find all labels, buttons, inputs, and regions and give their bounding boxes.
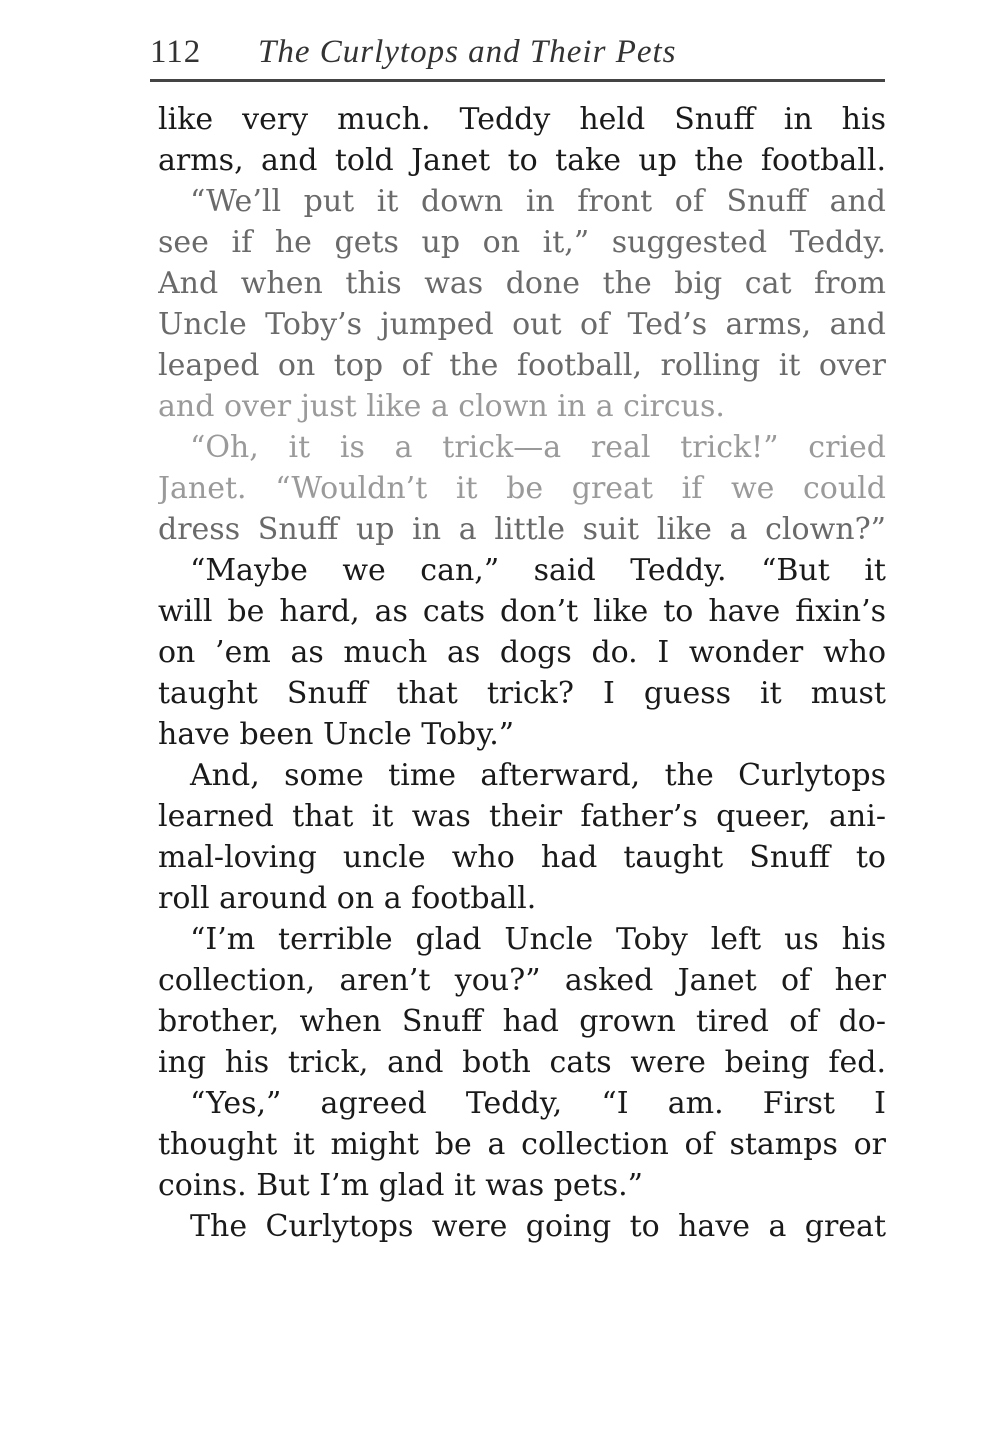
running-title: The Curlytops and Their Pets bbox=[258, 34, 677, 70]
text-line: taught Snuff that trick? I guess it must bbox=[158, 676, 886, 711]
text-line: roll around on a football. bbox=[158, 881, 537, 916]
text-line: and over just like a clown in a circus. bbox=[158, 389, 725, 424]
text-line: And, some time afterward, the Curlytops bbox=[190, 758, 886, 793]
text-line: “I’m terrible glad Uncle Toby left us his bbox=[190, 922, 886, 957]
text-line: arms, and told Janet to take up the football. bbox=[158, 143, 886, 178]
page-number: 112 bbox=[150, 34, 202, 70]
text-line: dress Snuff up in a little suit like a clown?” bbox=[158, 512, 886, 547]
text-line: And when this was done the big cat from bbox=[158, 266, 886, 301]
text-line: see if he gets up on it,” suggested Teddy. bbox=[158, 225, 886, 260]
text-line: “Oh, it is a trick—a real trick!” cried bbox=[190, 430, 886, 465]
text-line: The Curlytops were going to have a great bbox=[190, 1209, 886, 1244]
text-line: have been Uncle Toby.” bbox=[158, 717, 515, 752]
text-line: ing his trick, and both cats were being fed. bbox=[158, 1045, 886, 1080]
text-line: mal-loving uncle who had taught Snuff to bbox=[158, 840, 886, 875]
text-line: thought it might be a collection of stamps or bbox=[158, 1127, 886, 1162]
text-line: collection, aren’t you?” asked Janet of her bbox=[158, 963, 886, 998]
running-head bbox=[150, 30, 885, 76]
header-rule bbox=[150, 79, 885, 82]
text-line: leaped on top of the football, rolling it over bbox=[158, 348, 886, 383]
text-line: learned that it was their father’s queer, ani- bbox=[158, 799, 886, 834]
text-line: Janet. “Wouldn’t it be great if we could bbox=[158, 471, 886, 506]
text-line: Uncle Toby’s jumped out of Ted’s arms, and bbox=[158, 307, 886, 342]
text-line: will be hard, as cats don’t like to have fixin’s bbox=[158, 594, 886, 629]
text-line: “Yes,” agreed Teddy, “I am. First I bbox=[190, 1086, 886, 1121]
text-line: on ’em as much as dogs do. I wonder who bbox=[158, 635, 886, 670]
text-line: brother, when Snuff had grown tired of do- bbox=[158, 1004, 886, 1039]
text-line: like very much. Teddy held Snuff in his bbox=[158, 102, 886, 137]
text-line: “We’ll put it down in front of Snuff and bbox=[190, 184, 886, 219]
text-line: coins. But I’m glad it was pets.” bbox=[158, 1168, 643, 1203]
text-line: “Maybe we can,” said Teddy. “But it bbox=[190, 553, 886, 588]
